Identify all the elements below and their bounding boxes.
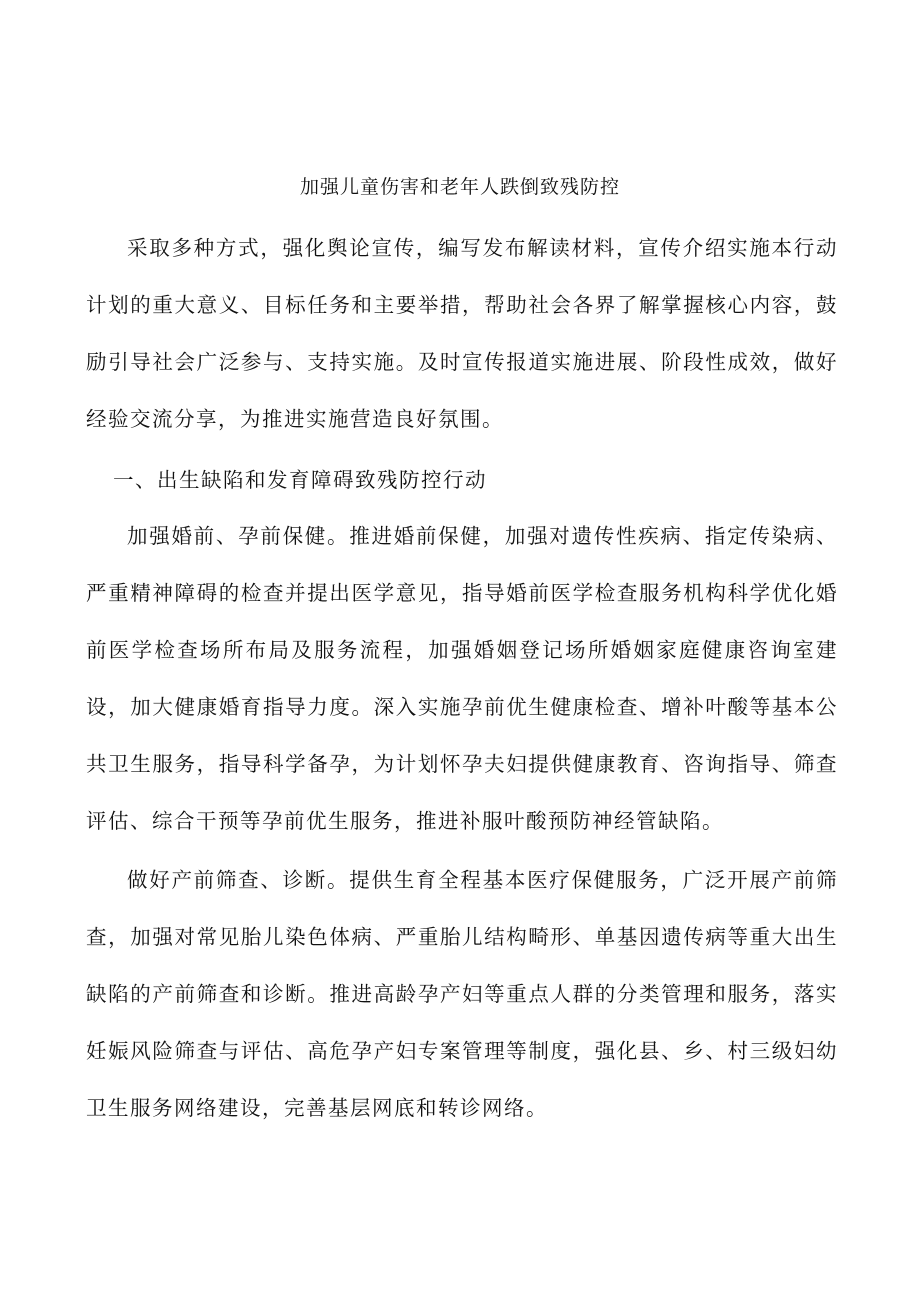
- document-title: 加强儿童伤害和老年人跌倒致残防控: [299, 176, 620, 198]
- intro-paragraph: 采取多种方式，强化舆论宣传，编写发布解读材料，宣传介绍实施本行动计划的重大意义、目标任务和主要举措，帮助社会各界了解掌握核心内容，鼓励引导社会广泛参与、支持实施。及时宣传报道实施进展、阶段性成效，做好经验交流分享，为推进实施营造良好氛围。: [86, 236, 838, 431]
- paragraph-prenatal-screening: 做好产前筛查、诊断。提供生育全程基本医疗保健服务，广泛开展产前筛查，加强对常见胎儿染色体病、严重胎儿结构畸形、单基因遗传病等重大出生缺陷的产前筛查和诊断。推进高龄孕产妇等重点人群的分类管理和服务，落实妊娠风险筛查与评估、高危孕产妇专案管理等制度，强化县、乡、村三级妇幼卫生服务网络建设，完善基层网底和转诊网络。: [86, 868, 838, 1120]
- paragraph-premarital-care: 加强婚前、孕前保健。推进婚前保健，加强对遗传性疾病、指定传染病、严重精神障碍的检查并提出医学意见，指导婚前医学检查服务机构科学优化婚前医学检查场所布局及服务流程，加强婚姻登记场所婚姻家庭健康咨询室建设，加大健康婚育指导力度。深入实施孕前优生健康检查、增补叶酸等基本公共卫生服务，指导科学备孕，为计划怀孕夫妇提供健康教育、咨询指导、筛查评估、综合干预等孕前优生服务，推进补服叶酸预防神经管缺陷。: [86, 524, 838, 833]
- document-body: [86, 220, 838, 1137]
- section-heading: 一、出生缺陷和发育障碍致残防控行动: [113, 468, 487, 492]
